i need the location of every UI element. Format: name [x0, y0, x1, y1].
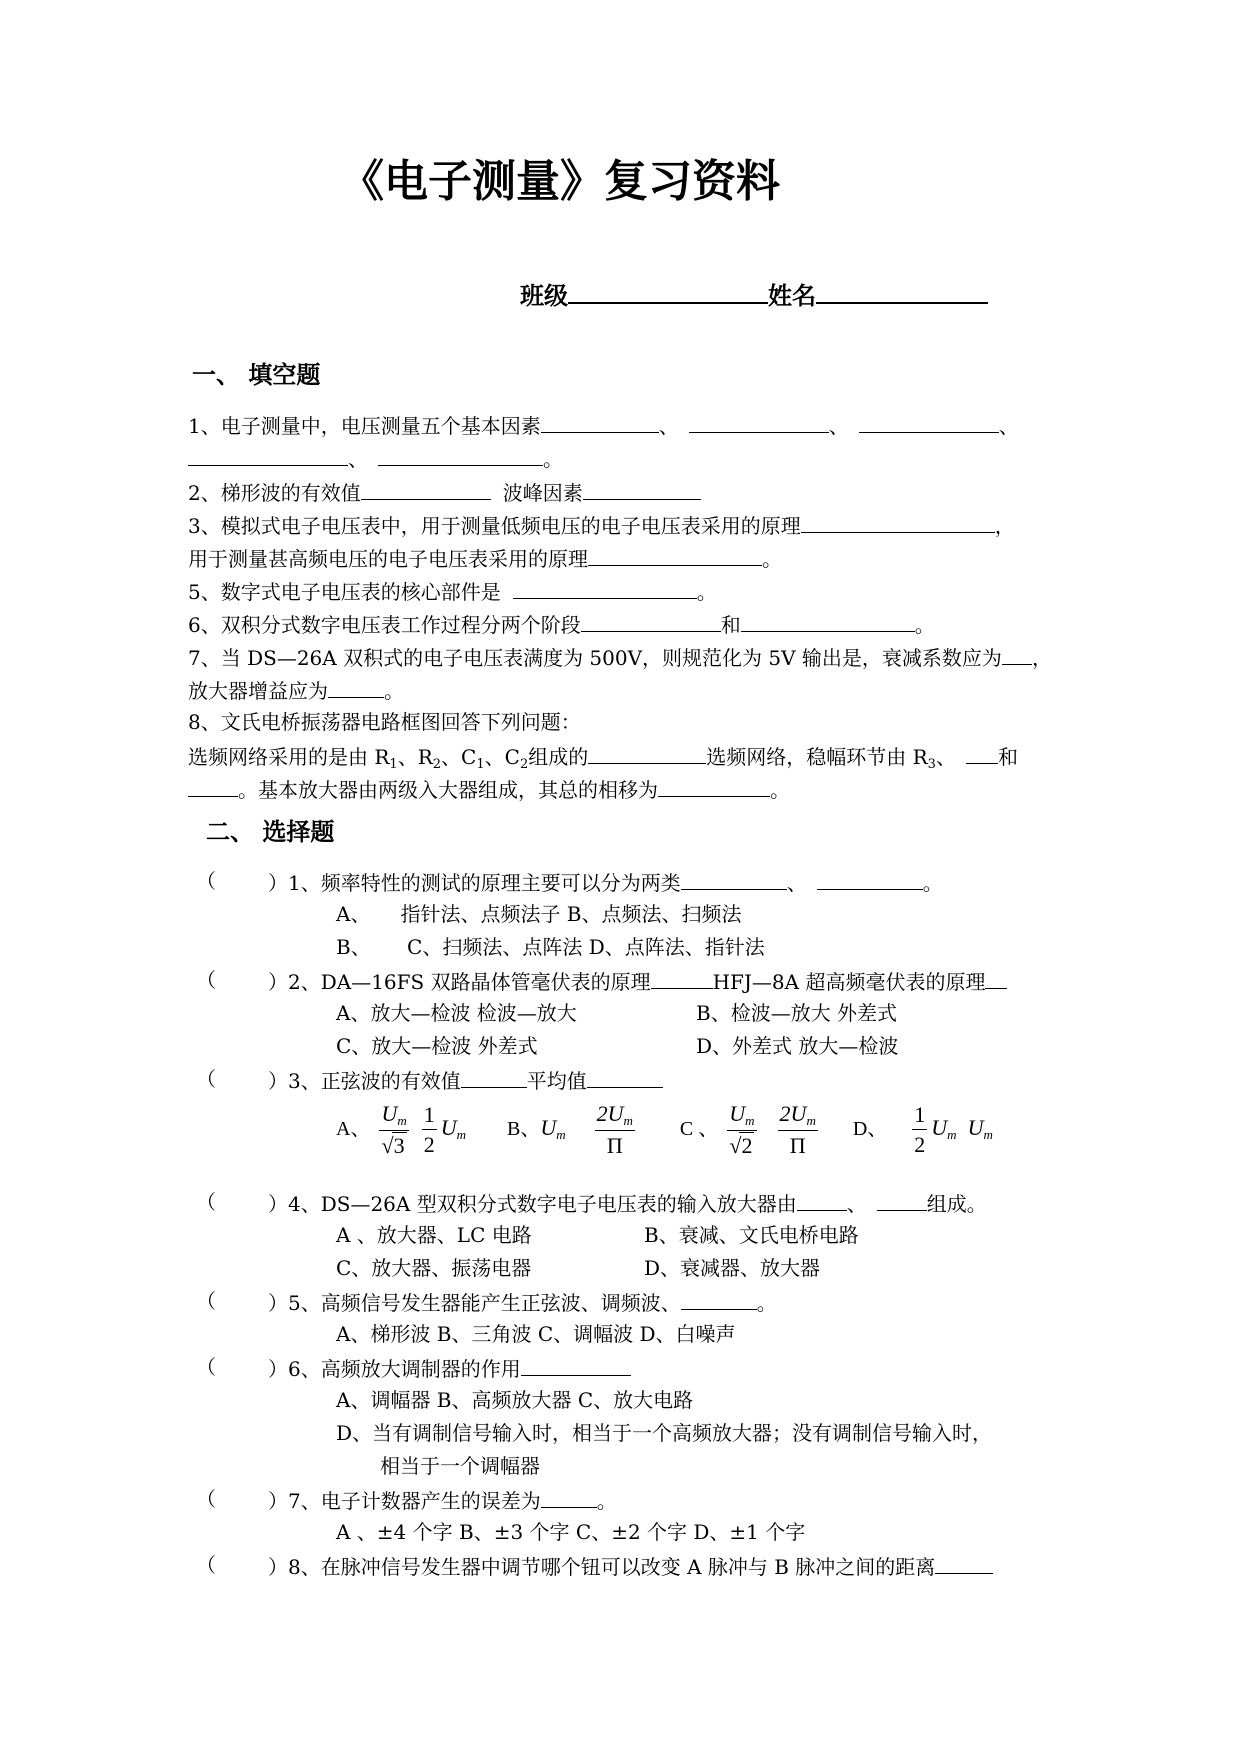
paren-close: ） [268, 1357, 288, 1381]
label: D、 [852, 1117, 888, 1140]
frac-half: $\frac{1}{2}$ [423, 1102, 435, 1158]
s2-q6-opt-d2: 相当于一个调幅器 [380, 1454, 540, 1478]
s1-q6-text: 6、双积分式数字电压表工作过程分两个阶段 [188, 613, 581, 637]
s2-q5-blank[interactable] [681, 1291, 757, 1310]
s1-q2 [188, 481, 701, 503]
s1-q8-blank3[interactable] [188, 778, 238, 797]
s1-q8-line2 [188, 745, 1018, 771]
s1-q8-line3 [188, 778, 790, 800]
sub: 2 [432, 757, 442, 772]
s2-q6-opt-d1[interactable]: D、当有调制信号输入时，相当于一个高频放大器；没有调制信号输入时， [336, 1421, 993, 1445]
sym: U [540, 1114, 557, 1140]
label: A、 [336, 1117, 371, 1140]
s2-q2 [268, 970, 1007, 992]
s1-q8-blank4[interactable] [658, 778, 770, 797]
s2-q8 [268, 1555, 993, 1577]
sep: 、 [998, 414, 1019, 438]
frac-2um-pi: $\frac{2U_m}{\Pi}$ [779, 1101, 816, 1159]
s2-q4-blank1[interactable] [797, 1192, 847, 1211]
s2-q7-paren-open: （ [196, 1487, 216, 1511]
class-name-line [520, 281, 988, 310]
sym: U [967, 1114, 984, 1140]
paren-close: ） [268, 970, 288, 994]
s2-q3-options [336, 1102, 993, 1172]
s1-q8-blank1[interactable] [588, 745, 706, 764]
sym: 2U [596, 1101, 624, 1126]
rad: 3 [393, 1133, 405, 1159]
s2-q3-opt-b[interactable] [507, 1102, 639, 1158]
text: 、 [935, 745, 956, 769]
s1-q2-blank1[interactable] [361, 481, 491, 500]
s2-q3-opt-a[interactable] [336, 1102, 466, 1158]
period: 。 [762, 547, 782, 571]
s1-q3-text: 3、模拟式电子电压表中，用于测量低频电压的电子电压表采用的原理 [188, 514, 801, 538]
sub: m [947, 1126, 957, 1142]
sym: 2U [779, 1101, 807, 1126]
s1-q1-blank4[interactable] [188, 447, 348, 466]
s2-q4-opt-c[interactable]: C、放大器、振荡电器 [336, 1256, 532, 1280]
sym: U [931, 1114, 948, 1140]
label: C 、 [679, 1117, 719, 1140]
name-label: 姓名 [768, 281, 816, 310]
paren-close: ） [268, 1291, 288, 1315]
paren-close: ） [268, 1069, 288, 1093]
frac-um-sqrt2 [727, 1102, 756, 1158]
s1-q5-blank[interactable] [513, 580, 697, 599]
s2-q1-paren-open: （ [196, 869, 216, 893]
paren-close: ） [268, 1555, 288, 1579]
period: 。 [922, 871, 943, 895]
s1-q1-text: 1、电子测量中，电压测量五个基本因素 [188, 414, 541, 438]
s2-q2-text2: HFJ—8A 超高频毫伏表的原理 [712, 970, 986, 994]
s2-q3-paren-open: （ [196, 1067, 216, 1091]
sym: U [440, 1114, 457, 1140]
s2-q5-paren-open: （ [196, 1289, 216, 1313]
s2-q1-blank1[interactable] [681, 871, 787, 890]
name-blank[interactable] [816, 284, 988, 304]
s2-q6-options[interactable]: A、调幅器 B、高频放大器 C、放大电路 [336, 1388, 694, 1412]
text: 、C [441, 745, 477, 769]
sqrt-icon: √3 [381, 1133, 405, 1159]
text: 、R [397, 745, 433, 769]
sub: 1 [476, 757, 485, 772]
sym: U [729, 1101, 746, 1126]
s2-q3-opt-d[interactable] [853, 1103, 993, 1157]
period: 。 [914, 613, 935, 637]
period: 。 [543, 447, 563, 471]
s2-q1-text: 1、频率特性的测试的原理主要可以分为两类 [288, 871, 681, 895]
section1-heading: 一、 填空题 [192, 360, 321, 389]
s2-q4-opt-a[interactable]: A 、放大器、LC 电路 [336, 1223, 532, 1247]
sub: m [745, 1113, 755, 1128]
frac-half: $\frac{1}{2}$ [914, 1102, 926, 1158]
page-title: 《电子测量》复习资料 [340, 156, 780, 207]
s2-q6-paren-open: （ [196, 1355, 216, 1379]
s2-q1-options2[interactable]: B、 C、扫频法、点阵法 D、点阵法、指针法 [336, 935, 765, 959]
text: 。基本放大器由两级入大器组成，其总的相移为 [238, 778, 658, 802]
s1-q6-blank2[interactable] [741, 613, 915, 632]
s1-q3-line2 [188, 547, 782, 569]
s2-q3-text2: 平均值 [526, 1069, 587, 1093]
s1-q7-blank1[interactable] [1002, 646, 1032, 665]
sub: m [456, 1126, 467, 1142]
sub: 2 [519, 757, 529, 772]
s2-q2-opt-c[interactable]: C、放大—检波 外差式 [336, 1034, 538, 1058]
text: 、C [484, 745, 520, 769]
s2-q6-text: 6、高频放大调制器的作用 [288, 1357, 521, 1381]
s2-q4 [268, 1192, 987, 1214]
s2-q3-blank1[interactable] [461, 1069, 527, 1088]
s2-q2-paren-open: （ [196, 968, 216, 992]
sub: 3 [927, 757, 936, 772]
s1-q1-blank2[interactable] [689, 414, 829, 433]
s1-q2-text2: 波峰因素 [502, 481, 583, 505]
s1-q5 [188, 580, 717, 602]
s2-q3 [268, 1069, 663, 1091]
s2-q4-blank2[interactable] [877, 1192, 927, 1211]
frac-um-sqrt3 [379, 1102, 408, 1158]
section2-heading: 二、 选择题 [206, 817, 335, 846]
s2-q4-opt-d[interactable]: D、衰减器、放大器 [644, 1256, 821, 1280]
s2-q5 [268, 1291, 777, 1313]
sub: m [806, 1113, 816, 1128]
frac-2um-pi: $\frac{2U_m}{\Pi}$ [596, 1101, 633, 1159]
rad: 2 [741, 1133, 753, 1159]
sqrt-icon: √2 [729, 1133, 753, 1159]
period: 。 [596, 1489, 617, 1513]
s2-q8-text: 8、在脉冲信号发生器中调节哪个钮可以改变 A 脉冲与 B 脉冲之间的距离 [288, 1555, 936, 1579]
period: 。 [756, 1291, 777, 1315]
s1-q7-text: 7、当 DS—26A 双积式的电子电压表满度为 500V，则规范化为 5V 输出是，衰减系数应为 [188, 646, 1002, 670]
s1-q6-and: 和 [720, 613, 741, 637]
s2-q1-options1[interactable]: A、 指针法、点频法子 B、点频法、扫频法 [336, 902, 742, 926]
sep: 、 [658, 414, 679, 438]
label: B、 [507, 1117, 541, 1140]
text: 组成的 [528, 745, 589, 769]
s1-q6-blank1[interactable] [581, 613, 721, 632]
s2-q4-paren-open: （ [196, 1190, 216, 1214]
s2-q6 [268, 1357, 631, 1379]
s1-q3-line1 [188, 514, 1015, 536]
sep: 、 [786, 871, 807, 895]
s2-q7-text: 7、电子计数器产生的误差为 [288, 1489, 541, 1513]
comma: ， [1031, 646, 1052, 670]
s2-q6-blank[interactable] [521, 1357, 631, 1376]
s1-q1-line1 [188, 414, 1019, 436]
class-label: 班级 [520, 281, 568, 310]
s2-q1-blank2[interactable] [817, 871, 923, 890]
s2-q2-text: 2、DA—16FS 双路晶体管毫伏表的原理 [288, 970, 651, 994]
s2-q2-opt-b[interactable]: B、检波—放大 外差式 [696, 1001, 898, 1025]
s2-q7-blank[interactable] [541, 1489, 597, 1508]
s2-q4-opt-b[interactable]: B、衰减、文氏电桥电路 [644, 1223, 859, 1247]
s1-q3-blank2[interactable] [588, 547, 762, 566]
s2-q4-text: 4、DS—26A 型双积分式数字电子电压表的输入放大器由 [288, 1192, 797, 1216]
s2-q2-opt-d[interactable]: D、外差式 放大—检波 [696, 1034, 899, 1058]
s2-q2-opt-a[interactable]: A、放大—检波 检波—放大 [336, 1001, 577, 1025]
s2-q2-blank1[interactable] [651, 970, 713, 989]
s1-q5-text: 5、数字式电子电压表的核心部件是 [188, 580, 501, 604]
s1-q8-blank2[interactable] [966, 745, 998, 764]
comma: ， [994, 514, 1015, 538]
s1-q1-line2 [188, 447, 563, 469]
s1-q1-blank1[interactable] [541, 414, 659, 433]
s1-q3-blank1[interactable] [801, 514, 995, 533]
sub: 1 [389, 757, 398, 772]
text: 选频网络采用的是由 R [188, 745, 390, 769]
s1-q8-line1: 8、文氏电桥振荡器电路框图回答下列问题： [188, 710, 581, 734]
s2-q7-options[interactable]: A 、±4 个字 B、±3 个字 C、±2 个字 D、±1 个字 [336, 1520, 806, 1544]
s1-q7-text2: 放大器增益应为 [188, 679, 328, 703]
period: 。 [696, 580, 717, 604]
sub: m [623, 1113, 633, 1128]
class-blank[interactable] [568, 284, 768, 304]
s2-q8-paren-open: （ [196, 1553, 216, 1577]
s2-q8-blank[interactable] [935, 1555, 993, 1574]
text: 选频网络，稳幅环节由 R [706, 745, 928, 769]
s2-q1 [268, 871, 943, 893]
s2-q3-text: 3、正弦波的有效值 [288, 1069, 461, 1093]
s1-q1-blank3[interactable] [859, 414, 999, 433]
sep: 、 [846, 1192, 867, 1216]
s1-q2-text: 2、梯形波的有效值 [188, 481, 361, 505]
s2-q4-text2: 组成。 [926, 1192, 987, 1216]
s2-q5-options[interactable]: A、梯形波 B、三角波 C、调幅波 D、白噪声 [336, 1322, 736, 1346]
sub: m [983, 1126, 993, 1142]
sep: 、 [348, 447, 368, 471]
period: 。 [770, 778, 790, 802]
paren-close: ） [268, 1192, 288, 1216]
s2-q3-blank2[interactable] [587, 1069, 663, 1088]
s1-q7-blank2[interactable] [328, 679, 384, 698]
text: 和 [997, 745, 1018, 769]
paren-close: ） [268, 1489, 288, 1513]
period: 。 [384, 679, 404, 703]
s2-q5-text: 5、高频信号发生器能产生正弦波、调频波、 [288, 1291, 681, 1315]
s1-q2-blank2[interactable] [583, 481, 701, 500]
sub: m [397, 1113, 407, 1128]
s1-q7-line2 [188, 679, 404, 701]
paren-close: ） [268, 871, 288, 895]
s2-q2-blank2[interactable] [985, 970, 1007, 989]
s1-q7-line1 [188, 646, 1052, 668]
s1-q3-text2: 用于测量甚高频电压的电子电压表采用的原理 [188, 547, 588, 571]
s1-q1-blank5[interactable] [378, 447, 543, 466]
sep: 、 [828, 414, 849, 438]
sub: m [556, 1126, 566, 1142]
s2-q7 [268, 1489, 617, 1511]
sym: U [381, 1101, 398, 1126]
s2-q3-opt-c[interactable] [680, 1102, 822, 1158]
s1-q6 [188, 613, 935, 635]
